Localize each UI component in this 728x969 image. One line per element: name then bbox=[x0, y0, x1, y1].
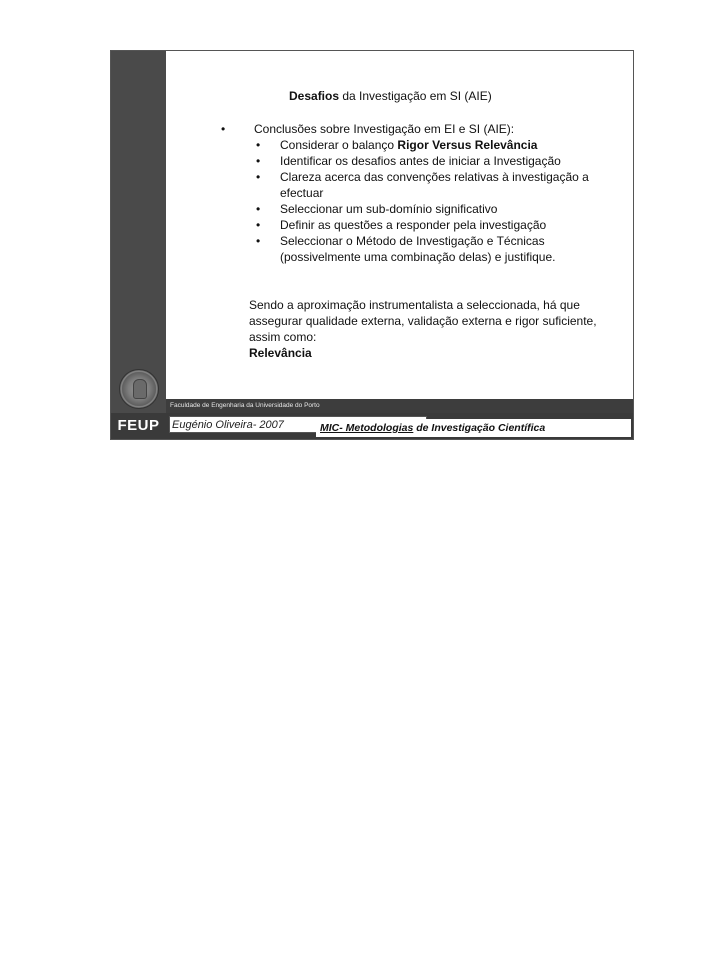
list-item bbox=[254, 153, 621, 169]
course-footer bbox=[316, 419, 631, 437]
list-item bbox=[254, 169, 621, 201]
conclusion-paragraph bbox=[249, 297, 619, 361]
bullet-icon: • bbox=[256, 154, 261, 168]
course-underlined: MIC- Metodologias bbox=[320, 422, 414, 434]
bullet-icon: • bbox=[256, 202, 261, 216]
bullet-icon: • bbox=[256, 234, 261, 248]
slide-title bbox=[289, 89, 492, 103]
list-item bbox=[254, 137, 621, 153]
sub-bullet-text: Definir as questões a responder pela investigação bbox=[280, 218, 547, 232]
author-footer: Eugénio Oliveira- 2007 bbox=[169, 416, 427, 433]
sub-bullet-text: Clareza acerca das convenções relativas à investigação a efectuar bbox=[280, 170, 589, 200]
sub-bullet-bold: Rigor Versus Relevância bbox=[397, 138, 538, 152]
sub-bullet-list bbox=[221, 137, 621, 265]
university-seal-icon bbox=[119, 369, 159, 409]
sub-bullet-text: Seleccionar um sub-domínio significativo bbox=[280, 202, 498, 216]
title-rest: da Investigação em SI (AIE) bbox=[339, 89, 492, 103]
bullet-icon: • bbox=[221, 122, 226, 136]
main-bullet-text: Conclusões sobre Investigação em EI e SI (AIE): bbox=[254, 122, 515, 136]
sidebar-strip bbox=[111, 51, 166, 439]
slide bbox=[110, 50, 634, 440]
list-item bbox=[254, 201, 621, 217]
relevance-label: Relevância bbox=[249, 346, 312, 360]
bullet-icon: • bbox=[256, 170, 261, 184]
list-item bbox=[254, 233, 621, 265]
bullet-icon: • bbox=[256, 218, 261, 232]
faculty-banner: Faculdade de Engenharia da Universidade do Porto bbox=[166, 399, 633, 413]
sub-bullet-text: Considerar o balanço bbox=[280, 138, 398, 152]
list-item bbox=[254, 217, 621, 233]
sub-bullet-text: Seleccionar o Método de Investigação e Técnicas (possivelmente uma combinação delas) e justifique. bbox=[280, 234, 556, 264]
title-bold: Desafios bbox=[289, 89, 340, 103]
main-bullet bbox=[221, 121, 621, 137]
sub-bullet-text: Identificar os desafios antes de iniciar a Investigação bbox=[280, 154, 561, 168]
bullet-content bbox=[221, 121, 621, 265]
course-rest: de Investigação Científica bbox=[413, 422, 546, 434]
paragraph-text: Sendo a aproximação instrumentalista a seleccionada, há que assegurar qualidade externa, validação externa e rigor suficiente, assim como: bbox=[249, 298, 597, 344]
feup-logo: FEUP bbox=[111, 413, 166, 439]
bullet-icon: • bbox=[256, 138, 261, 152]
